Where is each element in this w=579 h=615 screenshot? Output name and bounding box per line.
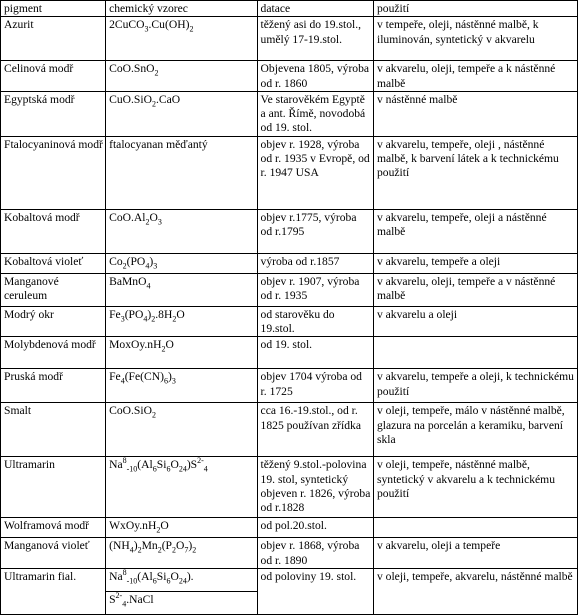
formula-cell xyxy=(106,273,257,306)
datace-cell: objev r. 1868, výroba od r. 1890 xyxy=(257,538,373,569)
table-row-manganove-ceruleum xyxy=(1,273,578,306)
formula-text: $Fe_3(PO_4)_2.8H_2O$ xyxy=(109,307,185,324)
table-row-wolframova-modr xyxy=(1,518,578,538)
pigment-cell: Ultramarin fial. xyxy=(1,569,106,615)
pigment-cell: Pruská modř xyxy=(1,369,106,403)
formula-cell xyxy=(106,136,257,209)
formula-cell xyxy=(106,518,257,538)
pouziti-cell: v oleji, tempeře, akvarelu, nástěnné malbě xyxy=(373,569,577,615)
pouziti-cell: v nástěnné malbě xyxy=(373,91,577,136)
pigment-cell: Molybdenová modř xyxy=(1,337,106,369)
pigment-cell: Smalt xyxy=(1,403,106,457)
formula-part-1: $Na^8_{-10}(Al_6Si_6O_{24})$. xyxy=(109,568,194,586)
table-row-kobaltova-violet xyxy=(1,253,578,273)
table-row-pruska-modr xyxy=(1,369,578,403)
formula-text: $Fe_4(Fe(CN)_6)_3$ xyxy=(109,370,176,386)
table-row-manganova-violet xyxy=(1,538,578,569)
datace-cell: výroba od r.1857 xyxy=(257,253,373,273)
pouziti-cell: v akvarelu, tempeře a oleji, k technickému použití xyxy=(373,369,577,403)
formula-cell xyxy=(106,369,257,403)
table-row-kobaltova-modr xyxy=(1,209,578,253)
formula-cell xyxy=(106,61,257,92)
pouziti-cell: v tempeře, oleji, nástěnné malbě, k iluminován, syntetický v akvarelu xyxy=(373,17,577,61)
table-row-molybdenova-modr xyxy=(1,337,578,369)
table-row-ftalocyaninova-modr xyxy=(1,136,578,209)
pigment-cell: Ultramarin xyxy=(1,457,106,518)
formula-text: BaMnO$_4$ xyxy=(109,274,151,291)
formula-text: $Na^8_{-10}(Al_6Si_6O_{24})S^{2-}_4$ xyxy=(109,456,208,474)
header-cell-pouziti: použití xyxy=(373,1,577,17)
datace-cell: Objevena 1805, výroba od r. 1860 xyxy=(257,61,373,92)
header-row xyxy=(1,1,578,17)
pouziti-cell: v akvarelu, tempeře a oleji xyxy=(373,253,577,273)
table-row-smalt xyxy=(1,403,578,457)
pigment-cell: Wolframová modř xyxy=(1,518,106,538)
datace-cell: od 19. stol. xyxy=(257,337,373,369)
formula-text: $WxOy.nH_2O$ xyxy=(109,519,169,535)
header-cell-formula: chemický vzorec xyxy=(106,1,257,17)
pigment-cell: Kobaltová modř xyxy=(1,209,106,253)
formula-text: $MoxOy.nH_2O$ xyxy=(109,338,174,354)
pouziti-cell: v akvarelu, tempeře, oleji , nástěnné malbě, k barvení látek a k technickému použití xyxy=(373,136,577,209)
pigment-cell: Celinová modř xyxy=(1,61,106,92)
datace-cell: těžený asi do 19.stol., umělý 17-19.stol. xyxy=(257,17,373,61)
formula-cell xyxy=(106,253,257,273)
datace-cell: Ve starověkém Egyptě a ant. Římě, novodobá od 19. stol. xyxy=(257,91,373,136)
formula-text: ftalocyanan měďantý xyxy=(109,137,208,151)
pigment-cell: Modrý okr xyxy=(1,306,106,337)
formula-cell xyxy=(106,538,257,569)
formula-text: CoO.SnO$_2$ xyxy=(109,62,159,78)
table-row-azurit xyxy=(1,17,578,61)
pouziti-cell: v akvarelu, tempeře, oleji a nástěnné malbě xyxy=(373,209,577,253)
formula-text: $Co_2(PO_4)_3$ xyxy=(109,254,158,271)
table-row-egyptska-modr xyxy=(1,91,578,136)
datace-cell: těžený 9.stol.-polovina 19. stol, syntetický objeven r. 1826, výroba od r.1828 xyxy=(257,457,373,518)
pouziti-cell: v akvarelu, oleji, tempeře a v nástěnné malbě xyxy=(373,273,577,306)
pouziti-cell: v akvarelu, oleji a tempeře xyxy=(373,538,577,569)
datace-cell: cca 16.-19.stol., od r. 1825 používan zřídka xyxy=(257,403,373,457)
datace-cell: od poloviny 19. stol. xyxy=(257,569,373,615)
pigment-cell: Azurit xyxy=(1,17,106,61)
datace-cell: objev r.1775, výroba od r.1795 xyxy=(257,209,373,253)
pouziti-cell xyxy=(373,337,577,369)
datace-cell: objev 1704 výroba od r. 1725 xyxy=(257,369,373,403)
datace-cell: od starověku do 19.stol. xyxy=(257,306,373,337)
formula-text: CuO.SiO$_2$.CaO xyxy=(109,92,181,109)
pouziti-cell: v oleji, tempeře, nástěnné malbě, syntetický v akvarelu a k technickému použití xyxy=(373,457,577,518)
pigment-cell: Manganové ceruleum xyxy=(1,273,106,306)
datace-cell: objev r. 1928, výroba od r. 1935 v Evropě, od r. 1947 USA xyxy=(257,136,373,209)
formula-cell xyxy=(106,17,257,61)
pouziti-cell: v akvarelu, oleji, tempeře a k nástěnné malbě xyxy=(373,61,577,92)
pigment-cell: Manganová violeť xyxy=(1,538,106,569)
formula-cell xyxy=(106,337,257,369)
formula-text: $CoO.Al_2O_3$ xyxy=(109,210,162,227)
pouziti-cell xyxy=(373,518,577,538)
formula-cell xyxy=(106,403,257,457)
header-cell-datace: datace xyxy=(257,1,373,17)
formula-text: $(NH_4)_2Mn_2(P_2O_7)_2$ xyxy=(109,539,197,555)
pouziti-cell: v oleji, tempeře, málo v nástěnné malbě, glazura na porcelán a keramiku, barvení skla xyxy=(373,403,577,457)
formula-part-2: $S^{2-}_4.NaCl$ xyxy=(106,591,256,607)
pouziti-cell: v akvarelu a oleji xyxy=(373,306,577,337)
formula-text: $2CuCO_3.Cu(OH)_2$ xyxy=(109,18,194,34)
table-row-celinova-modr xyxy=(1,61,578,92)
pigment-cell: Egyptská modř xyxy=(1,91,106,136)
header-cell-pigment: pigment xyxy=(1,1,106,17)
formula-cell xyxy=(106,569,257,615)
formula-text: CoO.SiO$_2$ xyxy=(109,404,156,420)
formula-cell xyxy=(106,306,257,337)
pigment-cell: Ftalocyaninová modř xyxy=(1,136,106,209)
pigment-cell: Kobaltová violeť xyxy=(1,253,106,273)
datace-cell: objev r. 1907, výroba od r. 1935 xyxy=(257,273,373,306)
formula-cell xyxy=(106,91,257,136)
formula-cell xyxy=(106,209,257,253)
table-row-modry-okr xyxy=(1,306,578,337)
formula-cell xyxy=(106,457,257,518)
table-row-ultramarin xyxy=(1,457,578,518)
datace-cell: od pol.20.stol. xyxy=(257,518,373,538)
table-row-ultramarin-fial xyxy=(1,569,578,615)
